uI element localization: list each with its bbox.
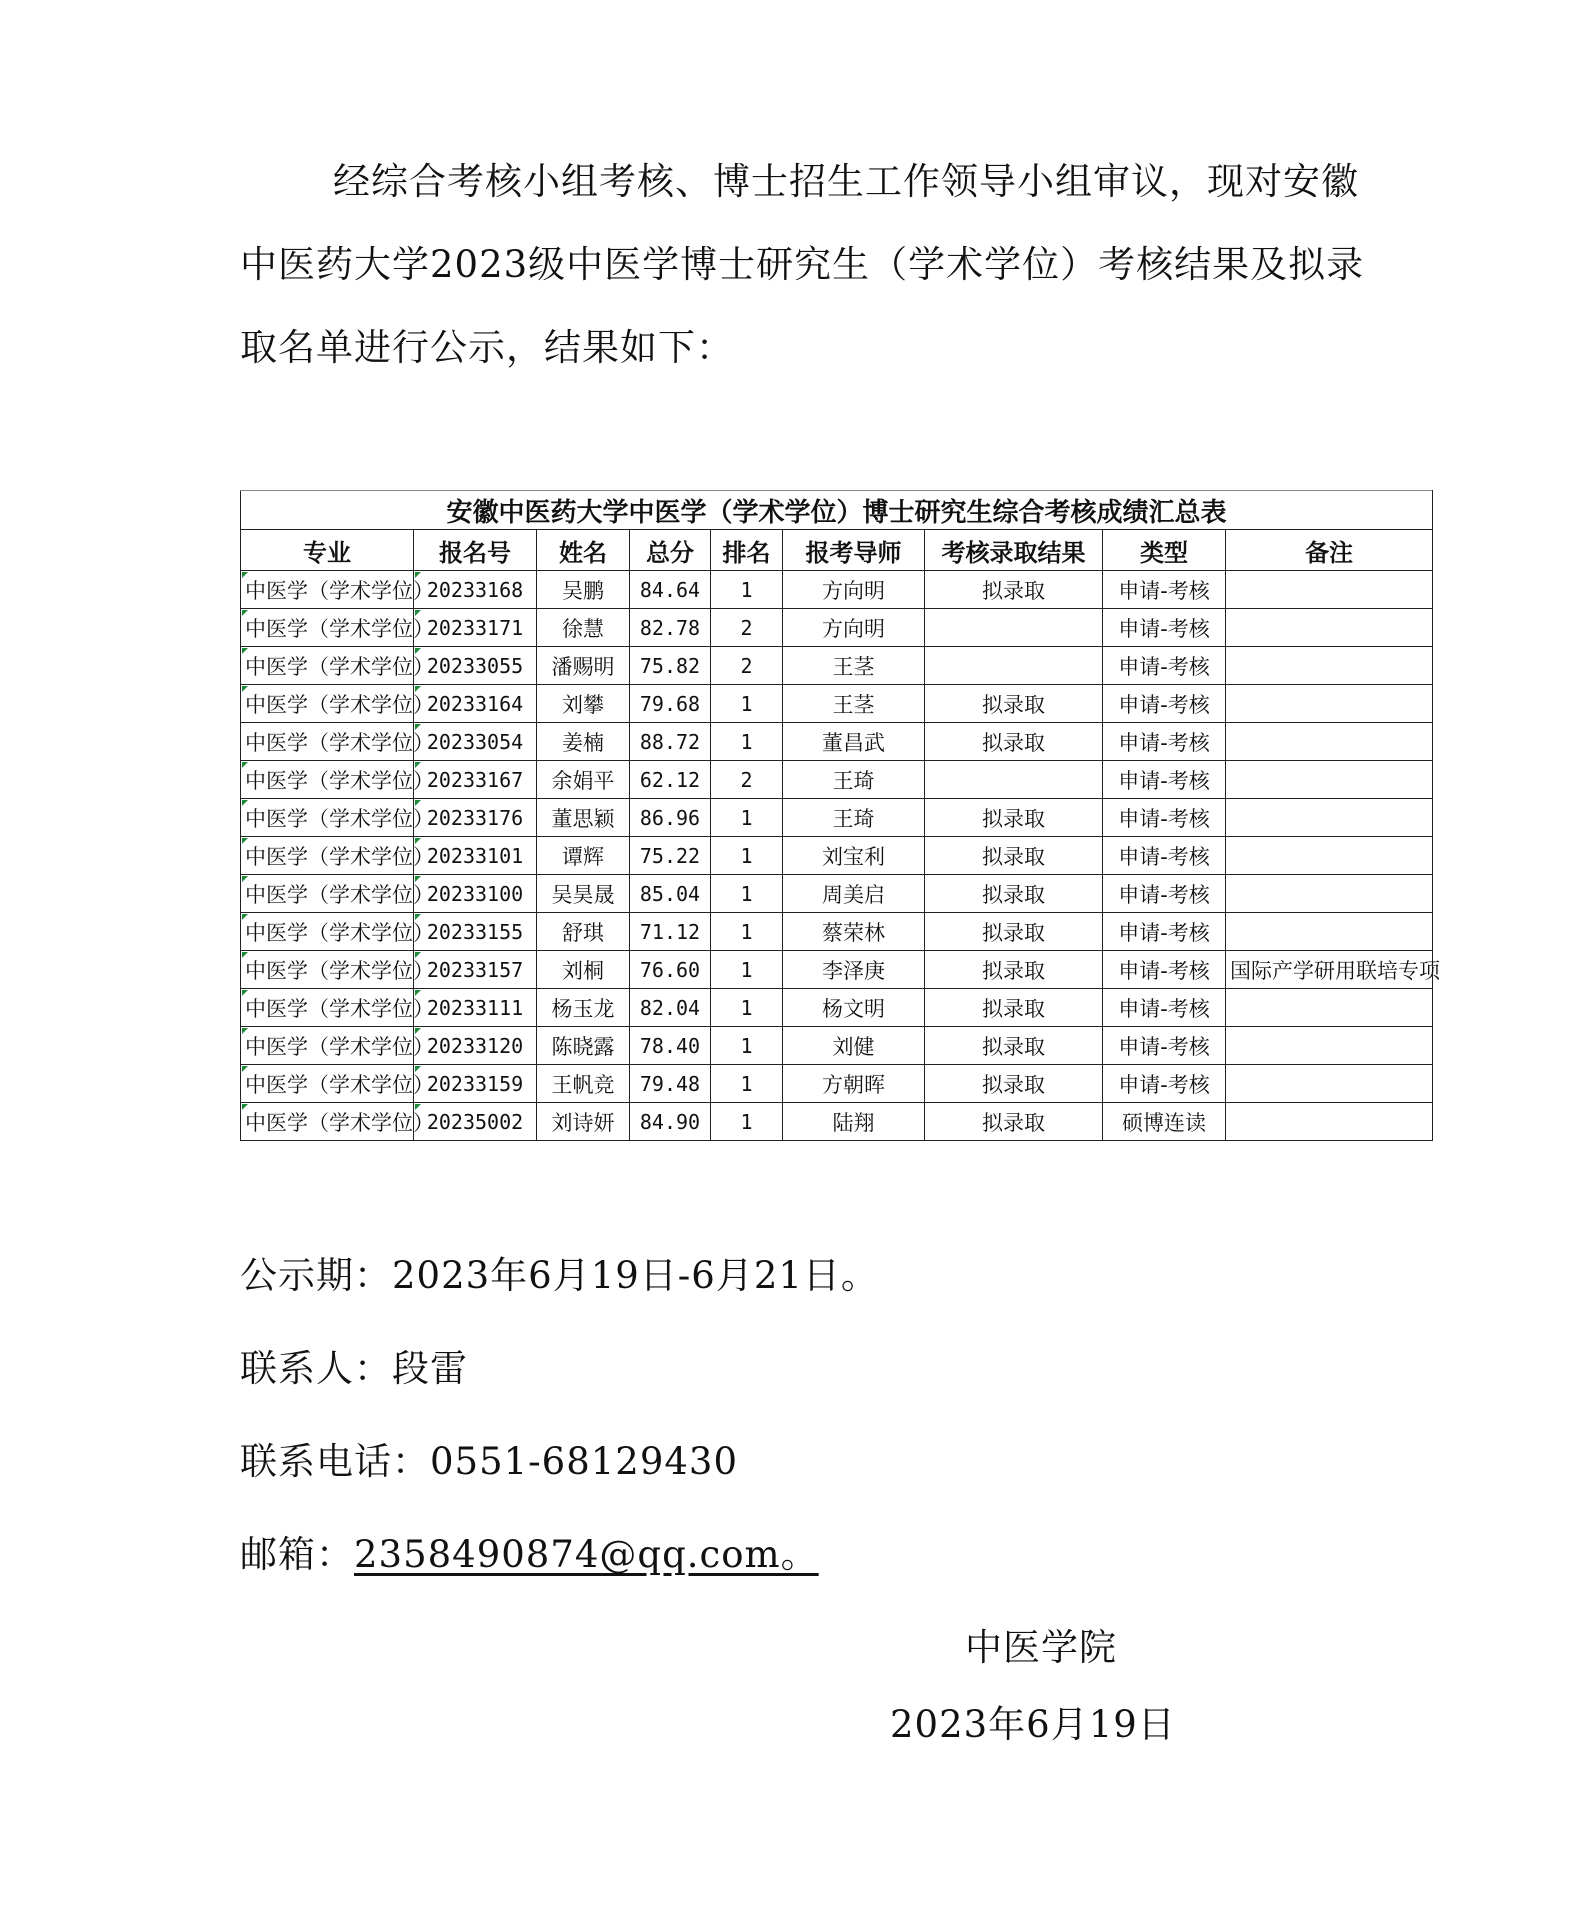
cell-registration-id: 20233171 [414,609,537,647]
cell-note [1226,571,1433,609]
cell-registration-id: 20233055 [414,647,537,685]
cell-major: 中医学（学术学位） [241,799,414,837]
cell-total-score: 62.12 [630,761,711,799]
column-header: 总分 [630,530,711,571]
cell-major: 中医学（学术学位） [241,761,414,799]
cell-total-score: 75.22 [630,837,711,875]
cell-result: 拟录取 [925,989,1103,1027]
cell-registration-id: 20233155 [414,913,537,951]
contact-person-label: 联系人： [240,1347,392,1390]
cell-rank: 2 [711,761,783,799]
cell-note [1226,875,1433,913]
signature-organization: 中医学院 [965,1626,1117,1669]
cell-name: 杨玉龙 [537,989,630,1027]
cell-type: 申请-考核 [1103,761,1226,799]
cell-advisor: 董昌武 [783,723,925,761]
contact-phone-value: 0551-68129430 [430,1440,738,1483]
cell-type: 申请-考核 [1103,609,1226,647]
cell-note [1226,1027,1433,1065]
cell-registration-id: 20233111 [414,989,537,1027]
cell-name: 徐慧 [537,609,630,647]
cell-note: 国际产学研用联培专项 [1226,951,1433,989]
cell-type: 申请-考核 [1103,989,1226,1027]
cell-type: 申请-考核 [1103,685,1226,723]
cell-major: 中医学（学术学位） [241,571,414,609]
table-row [241,837,1433,875]
cell-rank: 1 [711,1065,783,1103]
table-row [241,609,1433,647]
intro-line-1: 经综合考核小组考核、博士招生工作领导小组审议，现对安徽 [333,160,1359,203]
cell-advisor: 周美启 [783,875,925,913]
cell-rank: 2 [711,647,783,685]
column-header: 报名号 [414,530,537,571]
table-row [241,685,1433,723]
cell-result: 拟录取 [925,685,1103,723]
cell-result: 拟录取 [925,1065,1103,1103]
cell-type: 硕博连读 [1103,1103,1226,1141]
cell-note [1226,799,1433,837]
cell-major: 中医学（学术学位） [241,875,414,913]
score-summary-table [240,490,1440,1141]
cell-note [1226,647,1433,685]
cell-name: 刘攀 [537,685,630,723]
cell-registration-id: 20235002 [414,1103,537,1141]
cell-major: 中医学（学术学位） [241,1065,414,1103]
cell-rank: 2 [711,609,783,647]
cell-type: 申请-考核 [1103,837,1226,875]
cell-type: 申请-考核 [1103,1027,1226,1065]
cell-rank: 1 [711,989,783,1027]
contact-email [240,1524,819,1578]
table-row [241,1103,1433,1141]
cell-registration-id: 20233168 [414,571,537,609]
cell-name: 刘桐 [537,951,630,989]
cell-result: 拟录取 [925,723,1103,761]
cell-name: 余娟平 [537,761,630,799]
table-row [241,647,1433,685]
cell-registration-id: 20233164 [414,685,537,723]
cell-note [1226,837,1433,875]
cell-total-score: 76.60 [630,951,711,989]
intro-line-2: 中医药大学2023级中医学博士研究生（学术学位）考核结果及拟录 [240,243,1365,286]
cell-registration-id: 20233176 [414,799,537,837]
cell-rank: 1 [711,951,783,989]
cell-advisor: 刘健 [783,1027,925,1065]
cell-type: 申请-考核 [1103,1065,1226,1103]
table-row [241,1027,1433,1065]
cell-type: 申请-考核 [1103,913,1226,951]
cell-advisor: 刘宝利 [783,837,925,875]
cell-advisor: 蔡荣林 [783,913,925,951]
cell-name: 陈晓露 [537,1027,630,1065]
cell-advisor: 陆翔 [783,1103,925,1141]
cell-note [1226,761,1433,799]
cell-advisor: 李泽庚 [783,951,925,989]
cell-name: 谭辉 [537,837,630,875]
cell-major: 中医学（学术学位） [241,609,414,647]
cell-rank: 1 [711,723,783,761]
cell-note [1226,609,1433,647]
table-row [241,723,1433,761]
publicity-period-label: 公示期： [240,1254,392,1297]
cell-note [1226,1065,1433,1103]
cell-major: 中医学（学术学位） [241,685,414,723]
cell-name: 吴昊晟 [537,875,630,913]
cell-rank: 1 [711,1027,783,1065]
cell-advisor: 方向明 [783,609,925,647]
cell-note [1226,1103,1433,1141]
cell-result: 拟录取 [925,913,1103,951]
column-header: 备注 [1226,530,1433,571]
cell-advisor: 王琦 [783,761,925,799]
cell-advisor: 方朝晖 [783,1065,925,1103]
column-header: 考核录取结果 [925,530,1103,571]
cell-advisor: 王琦 [783,799,925,837]
table-row [241,1065,1433,1103]
cell-registration-id: 20233054 [414,723,537,761]
signature-date: 2023年6月19日 [890,1703,1176,1746]
cell-name: 姜楠 [537,723,630,761]
table-row [241,951,1433,989]
contact-person [240,1338,468,1392]
cell-registration-id: 20233167 [414,761,537,799]
cell-result: 拟录取 [925,1027,1103,1065]
cell-name: 董思颖 [537,799,630,837]
column-header: 报考导师 [783,530,925,571]
cell-total-score: 88.72 [630,723,711,761]
table-row [241,799,1433,837]
cell-rank: 1 [711,571,783,609]
table-row [241,571,1433,609]
cell-result [925,761,1103,799]
table-body [241,571,1440,1141]
cell-result: 拟录取 [925,571,1103,609]
cell-total-score: 79.68 [630,685,711,723]
table-row [241,913,1433,951]
cell-type: 申请-考核 [1103,723,1226,761]
column-header: 专业 [241,530,414,571]
intro-paragraph [240,140,1365,389]
table-row [241,761,1433,799]
cell-name: 刘诗妍 [537,1103,630,1141]
cell-registration-id: 20233157 [414,951,537,989]
cell-registration-id: 20233101 [414,837,537,875]
cell-name: 舒琪 [537,913,630,951]
cell-major: 中医学（学术学位） [241,913,414,951]
contact-email-label: 邮箱： [240,1533,354,1576]
publicity-period-value: 2023年6月19日-6月21日。 [392,1254,879,1297]
intro-line-3: 取名单进行公示，结果如下： [240,326,734,369]
cell-type: 申请-考核 [1103,951,1226,989]
cell-advisor: 方向明 [783,571,925,609]
cell-type: 申请-考核 [1103,799,1226,837]
contact-phone [240,1431,738,1485]
table-header-row [241,530,1433,571]
cell-rank: 1 [711,875,783,913]
cell-total-score: 71.12 [630,913,711,951]
table-row [241,875,1433,913]
contact-phone-label: 联系电话： [240,1440,430,1483]
column-header: 姓名 [537,530,630,571]
cell-rank: 1 [711,1103,783,1141]
cell-rank: 1 [711,799,783,837]
cell-type: 申请-考核 [1103,571,1226,609]
column-header: 类型 [1103,530,1226,571]
cell-total-score: 78.40 [630,1027,711,1065]
cell-note [1226,989,1433,1027]
contact-person-value: 段雷 [392,1347,468,1390]
cell-major: 中医学（学术学位） [241,647,414,685]
cell-advisor: 王茎 [783,685,925,723]
cell-total-score: 75.82 [630,647,711,685]
cell-major: 中医学（学术学位） [241,951,414,989]
table-title: 安徽中医药大学中医学（学术学位）博士研究生综合考核成绩汇总表 [241,491,1433,530]
cell-major: 中医学（学术学位） [241,1103,414,1141]
cell-major: 中医学（学术学位） [241,723,414,761]
cell-result: 拟录取 [925,875,1103,913]
cell-total-score: 82.04 [630,989,711,1027]
cell-total-score: 84.64 [630,571,711,609]
cell-result [925,647,1103,685]
cell-note [1226,723,1433,761]
cell-type: 申请-考核 [1103,875,1226,913]
cell-name: 潘赐明 [537,647,630,685]
table-row [241,989,1433,1027]
cell-registration-id: 20233159 [414,1065,537,1103]
cell-result: 拟录取 [925,799,1103,837]
cell-advisor: 王茎 [783,647,925,685]
cell-major: 中医学（学术学位） [241,837,414,875]
cell-major: 中医学（学术学位） [241,989,414,1027]
cell-total-score: 82.78 [630,609,711,647]
cell-total-score: 84.90 [630,1103,711,1141]
column-header: 排名 [711,530,783,571]
email-link[interactable]: 2358490874@qq.com。 [354,1533,819,1576]
cell-name: 吴鹏 [537,571,630,609]
cell-total-score: 86.96 [630,799,711,837]
cell-registration-id: 20233100 [414,875,537,913]
cell-result: 拟录取 [925,837,1103,875]
cell-total-score: 85.04 [630,875,711,913]
cell-result [925,609,1103,647]
score-table-container [240,490,1440,1141]
cell-name: 王帆竞 [537,1065,630,1103]
cell-advisor: 杨文明 [783,989,925,1027]
cell-rank: 1 [711,837,783,875]
cell-result: 拟录取 [925,1103,1103,1141]
cell-rank: 1 [711,913,783,951]
cell-total-score: 79.48 [630,1065,711,1103]
cell-type: 申请-考核 [1103,647,1226,685]
publicity-period [240,1245,879,1299]
cell-rank: 1 [711,685,783,723]
cell-registration-id: 20233120 [414,1027,537,1065]
cell-note [1226,913,1433,951]
cell-major: 中医学（学术学位） [241,1027,414,1065]
cell-result: 拟录取 [925,951,1103,989]
cell-note [1226,685,1433,723]
